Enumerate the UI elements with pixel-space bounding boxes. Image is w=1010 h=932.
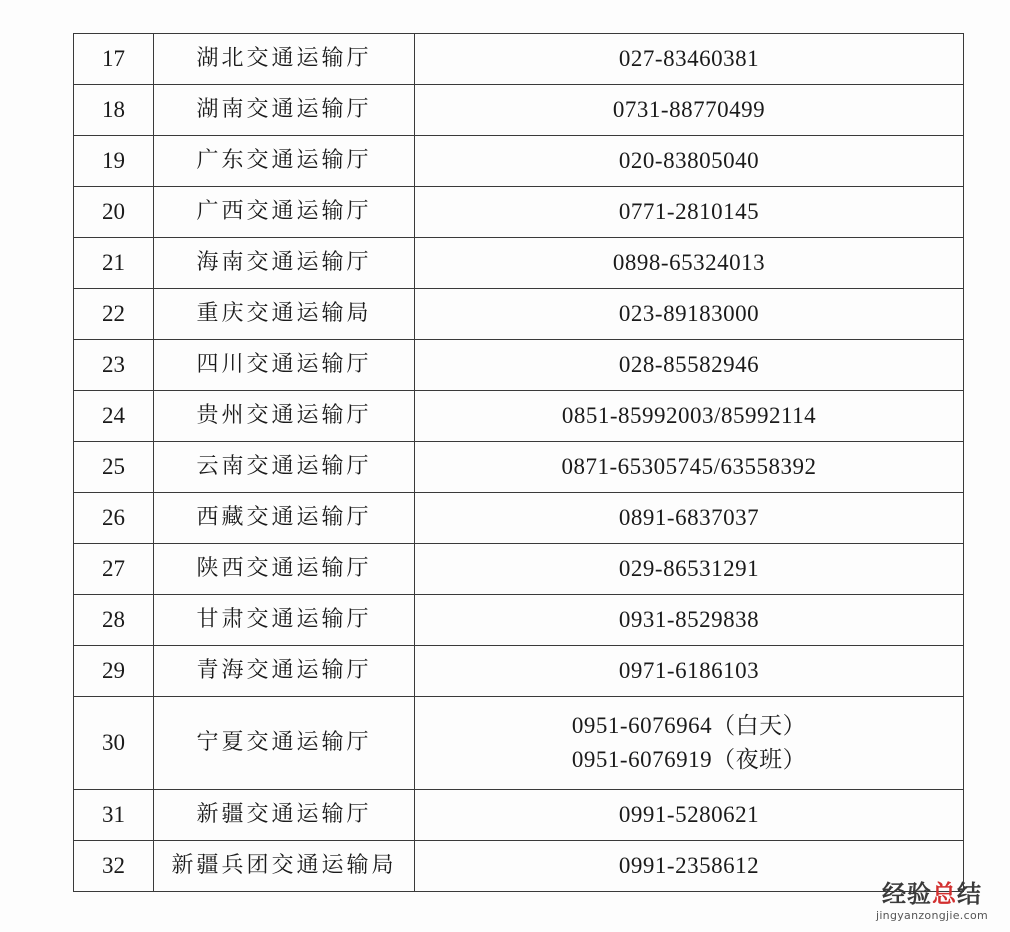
- department-name: 海南交通运输厅: [154, 238, 415, 289]
- table-row: [74, 841, 964, 892]
- table-row: [74, 391, 964, 442]
- phone-cell: [415, 340, 964, 391]
- table-row: [74, 790, 964, 841]
- phone-cell: [415, 790, 964, 841]
- phone-number: 0871-65305745/63558392: [561, 454, 817, 480]
- phone-cell: [415, 493, 964, 544]
- table-row: [74, 442, 964, 493]
- row-number: 28: [74, 595, 154, 646]
- department-name: 云南交通运输厅: [154, 442, 415, 493]
- row-number: 21: [74, 238, 154, 289]
- phone-cell: [415, 34, 964, 85]
- row-number: 26: [74, 493, 154, 544]
- row-number: 25: [74, 442, 154, 493]
- watermark-text-3: 结: [956, 880, 982, 908]
- department-name: 甘肃交通运输厅: [154, 595, 415, 646]
- row-number: 30: [74, 697, 154, 790]
- table-row: [74, 697, 964, 790]
- phone-number: 0851-85992003/85992114: [561, 403, 817, 429]
- phone-cell: [415, 136, 964, 187]
- table-row: [74, 646, 964, 697]
- watermark-text-accent: 总: [931, 880, 957, 908]
- table-row: [74, 187, 964, 238]
- department-name: 重庆交通运输局: [154, 289, 415, 340]
- row-number: 19: [74, 136, 154, 187]
- department-name: 湖南交通运输厅: [154, 85, 415, 136]
- phone-cell: [415, 238, 964, 289]
- table-row: [74, 238, 964, 289]
- department-name: 新疆交通运输厅: [154, 790, 415, 841]
- phone-cell: [415, 442, 964, 493]
- table-row: [74, 340, 964, 391]
- table-row: [74, 34, 964, 85]
- phone-number: 023-89183000: [618, 301, 760, 327]
- phone-number: 0931-8529838: [618, 607, 760, 633]
- department-name: 广西交通运输厅: [154, 187, 415, 238]
- department-name: 青海交通运输厅: [154, 646, 415, 697]
- phone-cell: [415, 391, 964, 442]
- phone-number: 0771-2810145: [618, 199, 760, 225]
- phone-cell: [415, 544, 964, 595]
- phone-cell: [415, 187, 964, 238]
- department-name: 新疆兵团交通运输局: [154, 841, 415, 892]
- department-name: 广东交通运输厅: [154, 136, 415, 187]
- phone-number: 0731-88770499: [612, 97, 766, 123]
- table-row: [74, 289, 964, 340]
- table-row: [74, 595, 964, 646]
- table-row: [74, 136, 964, 187]
- phone-number: 0991-5280621: [618, 802, 760, 828]
- phone-number: 020-83805040: [618, 148, 760, 174]
- row-number: 31: [74, 790, 154, 841]
- watermark-logo-text: [876, 874, 988, 909]
- phone-number: 027-83460381: [618, 46, 760, 72]
- department-name: 西藏交通运输厅: [154, 493, 415, 544]
- watermark-url: jingyanzongjie.com: [875, 909, 988, 922]
- department-name: 贵州交通运输厅: [154, 391, 415, 442]
- watermark-text-1: 经验: [881, 880, 932, 908]
- phone-number: 028-85582946: [618, 352, 760, 378]
- phone-cell: [415, 85, 964, 136]
- contact-table-body: [74, 34, 964, 892]
- phone-number: 0898-65324013: [612, 250, 766, 276]
- department-name: 宁夏交通运输厅: [154, 697, 415, 790]
- table-row: [74, 544, 964, 595]
- phone-cell: [415, 595, 964, 646]
- row-number: 27: [74, 544, 154, 595]
- phone-number: 0951-6076964（白天）: [571, 713, 807, 739]
- phone-number: 0991-2358612: [618, 853, 760, 879]
- row-number: 23: [74, 340, 154, 391]
- row-number: 29: [74, 646, 154, 697]
- contact-table: [73, 33, 964, 892]
- phone-number: 0891-6837037: [618, 505, 760, 531]
- phone-cell: [415, 289, 964, 340]
- site-watermark: [876, 874, 988, 922]
- row-number: 24: [74, 391, 154, 442]
- row-number: 18: [74, 85, 154, 136]
- department-name: 陕西交通运输厅: [154, 544, 415, 595]
- phone-cell: [415, 646, 964, 697]
- table-row: [74, 85, 964, 136]
- phone-cell: [415, 697, 964, 790]
- row-number: 22: [74, 289, 154, 340]
- department-name: 湖北交通运输厅: [154, 34, 415, 85]
- department-name: 四川交通运输厅: [154, 340, 415, 391]
- phone-number: 029-86531291: [618, 556, 760, 582]
- row-number: 32: [74, 841, 154, 892]
- phone-number: 0971-6186103: [618, 658, 760, 684]
- table-row: [74, 493, 964, 544]
- row-number: 20: [74, 187, 154, 238]
- row-number: 17: [74, 34, 154, 85]
- phone-number: 0951-6076919（夜班）: [571, 747, 807, 772]
